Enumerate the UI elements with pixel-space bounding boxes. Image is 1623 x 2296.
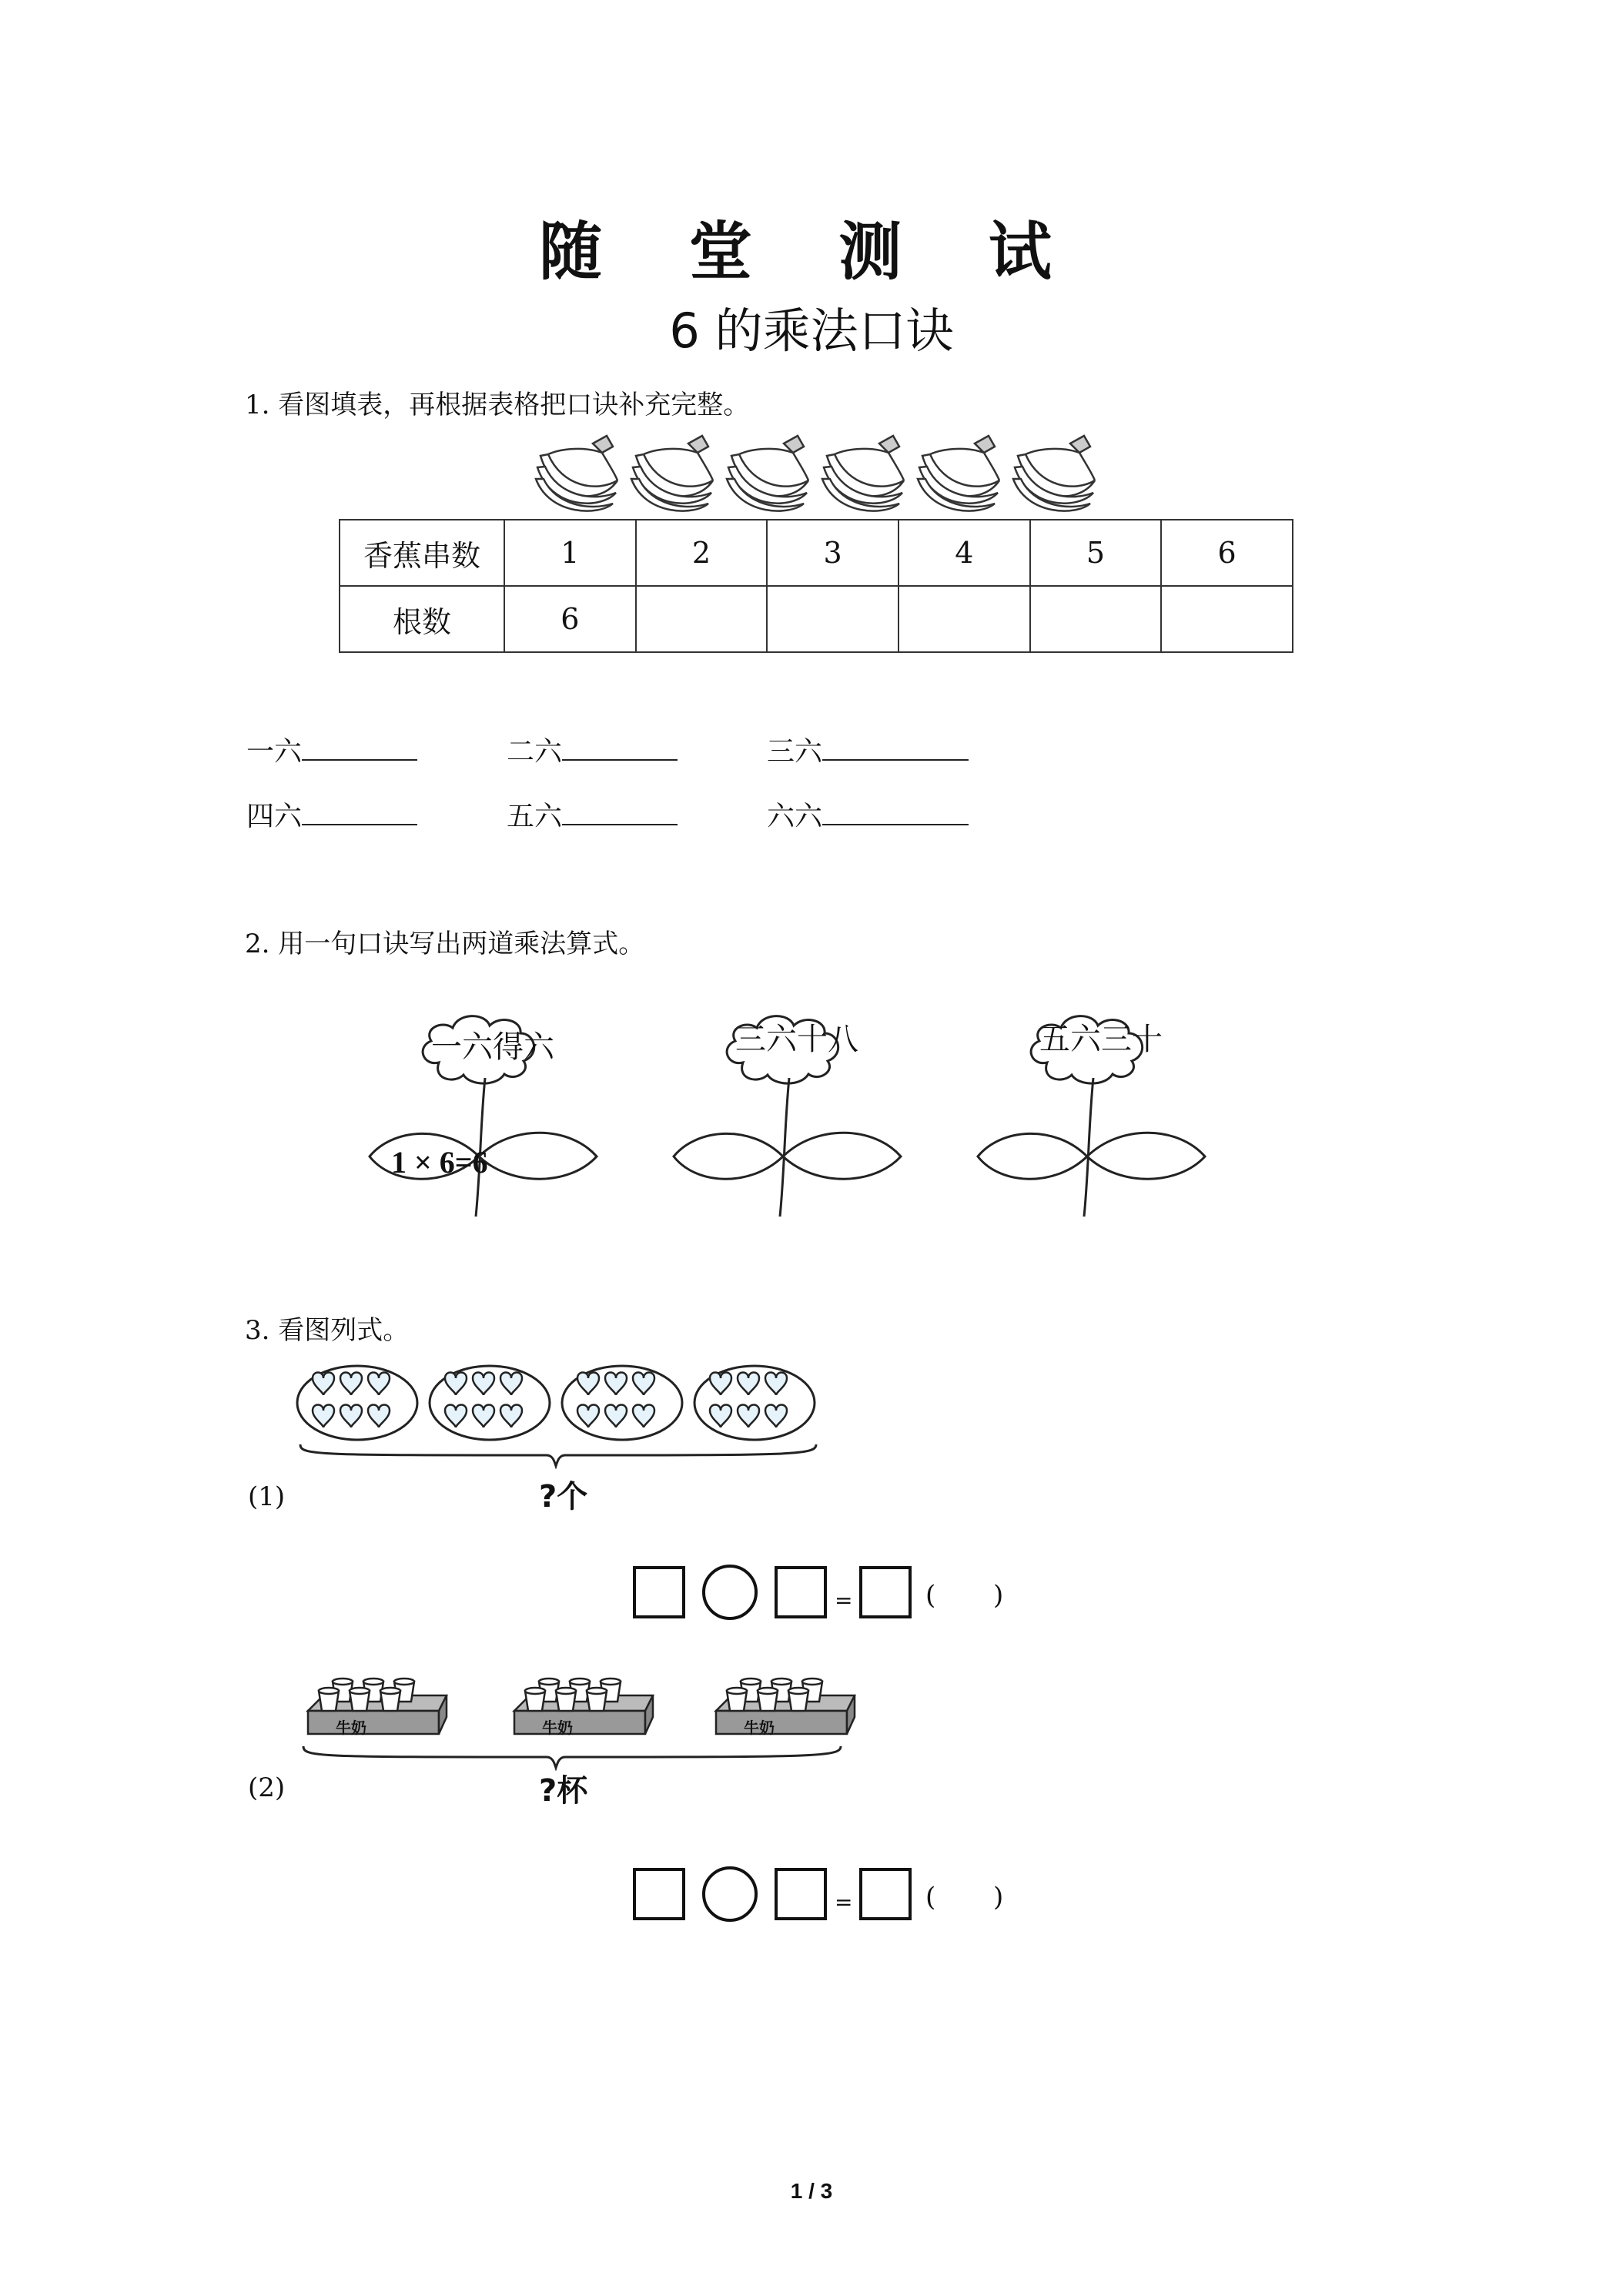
table-row bbox=[340, 586, 1293, 652]
cloud-text-2: 三六十八 bbox=[735, 1022, 858, 1057]
answer-cell[interactable] bbox=[1161, 586, 1293, 652]
page-number: 1 / 3 bbox=[790, 2179, 833, 2203]
table-cell: 3 bbox=[767, 520, 899, 586]
answer-box[interactable] bbox=[859, 1566, 912, 1618]
answer-cell[interactable] bbox=[767, 586, 899, 652]
paren-open: ( bbox=[925, 1580, 936, 1611]
cloud-text-1: 一六得六 bbox=[431, 1029, 554, 1065]
page-title: 随 堂 测 试 bbox=[539, 216, 1084, 289]
part-2-question: ?杯 bbox=[539, 1773, 588, 1809]
row-header-bunches: 香蕉串数 bbox=[340, 520, 504, 586]
equals-sign: = bbox=[835, 1889, 853, 1915]
answer-box[interactable] bbox=[859, 1868, 912, 1920]
operator-circle[interactable] bbox=[702, 1565, 758, 1620]
crate-label-3: 牛奶 bbox=[744, 1719, 775, 1737]
table-cell: 6 bbox=[504, 586, 636, 652]
answer-box[interactable] bbox=[633, 1566, 685, 1618]
question-3-prompt: 3. 看图列式。 bbox=[245, 1315, 410, 1346]
table-cell: 4 bbox=[899, 520, 1030, 586]
rhyme-fill-3[interactable]: 三六 bbox=[767, 730, 969, 769]
crate-label-1: 牛奶 bbox=[336, 1719, 366, 1737]
question-1-prompt: 1. 看图填表，再根据表格把口诀补充完整。 bbox=[245, 390, 750, 420]
answer-box[interactable] bbox=[633, 1868, 685, 1920]
paren-open: ( bbox=[925, 1882, 936, 1913]
milk-crates-illustration bbox=[293, 1671, 862, 1771]
bananas-illustration bbox=[531, 433, 1116, 517]
rhyme-fill-4[interactable]: 四六 bbox=[246, 795, 417, 834]
page-subtitle: 6 的乘法口诀 bbox=[669, 303, 954, 359]
answer-cell[interactable] bbox=[899, 586, 1030, 652]
hearts-illustration bbox=[293, 1361, 832, 1469]
answer-cell[interactable] bbox=[636, 586, 768, 652]
rhyme-fill-2[interactable]: 二六 bbox=[507, 730, 678, 769]
paren-close: ) bbox=[993, 1882, 1004, 1913]
answer-cell[interactable] bbox=[1030, 586, 1162, 652]
table-row bbox=[340, 520, 1293, 586]
table-cell: 1 bbox=[504, 520, 636, 586]
rhyme-fill-6[interactable]: 六六 bbox=[767, 795, 969, 834]
part-1-question: ?个 bbox=[539, 1479, 588, 1514]
crate-label-2: 牛奶 bbox=[542, 1719, 573, 1737]
answer-box[interactable] bbox=[775, 1868, 827, 1920]
question-2-prompt: 2. 用一句口诀写出两道乘法算式。 bbox=[245, 929, 645, 959]
part-2-label: (2) bbox=[248, 1772, 286, 1803]
answer-box[interactable] bbox=[775, 1566, 827, 1618]
paren-close: ) bbox=[993, 1580, 1004, 1611]
leaf-equation-1: 1 × 6=6 bbox=[391, 1145, 488, 1180]
rhyme-fill-5[interactable]: 五六 bbox=[507, 795, 678, 834]
equals-sign: = bbox=[835, 1588, 853, 1613]
table-cell: 5 bbox=[1030, 520, 1162, 586]
banana-table bbox=[339, 519, 1293, 653]
operator-circle[interactable] bbox=[702, 1866, 758, 1922]
row-header-count: 根数 bbox=[340, 586, 504, 652]
table-cell: 2 bbox=[636, 520, 768, 586]
cloud-text-3: 五六三十 bbox=[1039, 1022, 1163, 1057]
table-cell: 6 bbox=[1161, 520, 1293, 586]
rhyme-fill-1[interactable]: 一六 bbox=[246, 730, 417, 769]
part-1-label: (1) bbox=[248, 1481, 286, 1512]
